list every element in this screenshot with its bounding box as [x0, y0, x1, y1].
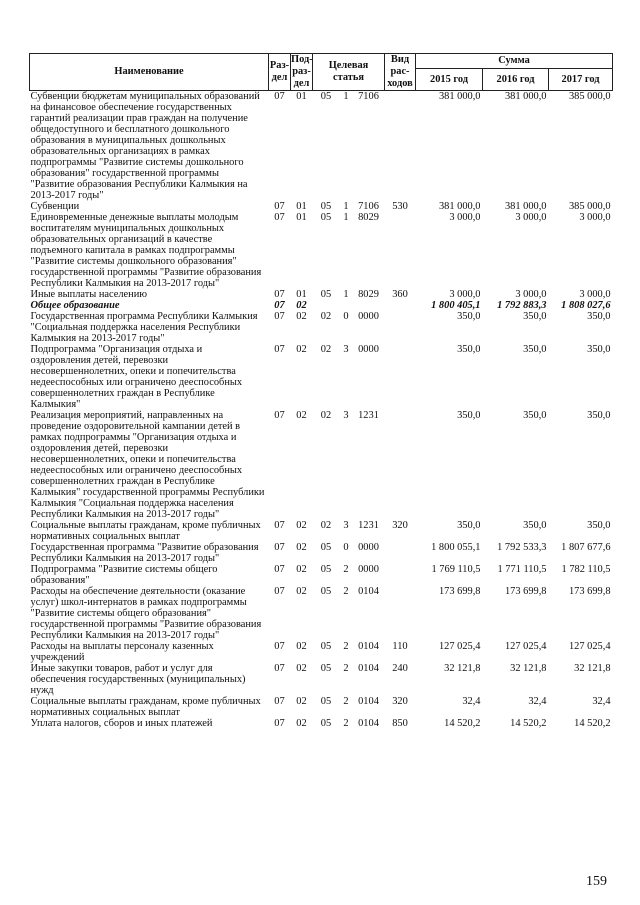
table-header: [30, 54, 613, 91]
row-razdel: 07: [274, 410, 285, 421]
row-target-subprogram: 0: [343, 542, 349, 553]
row-target-subprogram: 3: [343, 344, 349, 355]
row-expense-type: [385, 300, 416, 311]
document-page: [29, 53, 612, 729]
row-sum-2016: 350,0: [523, 344, 547, 355]
budget-table: [29, 53, 613, 729]
row-sum-2017: 350,0: [587, 410, 611, 421]
row-sum-2017: 3 000,0: [579, 289, 611, 300]
row-target-program: 05: [320, 564, 332, 575]
row-sum-2017: 1 782 110,5: [561, 564, 611, 575]
row-sum-2016: 14 520,2: [510, 718, 547, 729]
header-podrazdel: Под-раз-дел: [291, 54, 313, 89]
row-razdel: 07: [274, 212, 285, 223]
row-podrazdel: 02: [296, 696, 307, 707]
header-razdel: Раз-дел: [269, 54, 291, 91]
row-razdel: 07: [274, 201, 285, 212]
row-target-direction: 0104: [358, 586, 379, 597]
row-razdel: 07: [274, 696, 285, 707]
table-row: [30, 718, 613, 729]
row-name: Единовременные денежные выплаты молодым воспитателям муниципальных дошкольных образовательных организаций в качестве подъемного капитала в рамках подпрограммы "Развитие системы дошкольного образования" государственной программы "Развитие образования Республики Калмыкия на 2013-2017 годы": [30, 212, 262, 289]
row-podrazdel: 02: [296, 641, 307, 652]
row-sum-2015: 381 000,0: [438, 201, 481, 212]
row-sum-2015: 1 769 110,5: [431, 564, 481, 575]
row-target-subprogram: 2: [343, 564, 349, 575]
row-expense-type: 320: [392, 520, 408, 531]
row-name: Реализация мероприятий, направленных на проведение оздоровительной кампании детей в рамках подпрограммы "Организация отдыха и оздоровления детей, перевозки несовершеннолетних, опеки и попечительства недееспособных или ограничено дееспособных совершеннолетних граждан в Республике Калмыкия" государственной программы Республики Калмыкия "Социальная поддержка населения Республики Калмыкия на 2013-2017 годы": [30, 410, 265, 520]
row-sum-2015: 350,0: [457, 520, 481, 531]
row-expense-type: [385, 564, 416, 586]
row-sum-2015: 350,0: [457, 344, 481, 355]
row-razdel: 07: [274, 542, 285, 553]
row-razdel: 07: [274, 289, 285, 300]
row-razdel: 07: [274, 718, 285, 729]
row-target-program: 05: [320, 91, 332, 102]
row-sum-2016: 350,0: [523, 410, 547, 421]
row-sum-2016: 381 000,0: [504, 91, 547, 102]
row-sum-2016: 3 000,0: [515, 289, 547, 300]
row-expense-type: [385, 586, 416, 641]
row-name: Иные выплаты населению: [30, 289, 148, 300]
row-expense-type: 530: [392, 201, 408, 212]
row-target-direction: 0000: [358, 564, 379, 575]
row-expense-type: [385, 311, 416, 344]
row-target-direction: 7106: [358, 91, 379, 102]
row-podrazdel: 02: [296, 311, 307, 322]
row-target-subprogram: 2: [343, 663, 349, 674]
row-podrazdel: 01: [296, 201, 307, 212]
row-target-direction: 1231: [358, 410, 379, 421]
row-sum-2016: 32 121,8: [510, 663, 547, 674]
row-target-program: 05: [320, 718, 332, 729]
row-target-subprogram: 1: [343, 201, 349, 212]
row-expense-type: [385, 212, 416, 289]
table-row: [30, 663, 613, 696]
row-target-subprogram: [340, 300, 353, 311]
row-target-subprogram: 2: [343, 586, 349, 597]
row-name: Социальные выплаты гражданам, кроме публичных нормативных социальных выплат: [30, 520, 261, 542]
row-sum-2015: 1 800 055,1: [431, 542, 481, 553]
table-row: [30, 300, 613, 311]
row-target-subprogram: 1: [343, 289, 349, 300]
row-sum-2015: 381 000,0: [438, 91, 481, 102]
row-expense-type: 320: [392, 696, 408, 707]
row-sum-2016: 3 000,0: [515, 212, 547, 223]
row-podrazdel: 02: [296, 586, 307, 597]
row-sum-2015: 32,4: [462, 696, 481, 707]
row-sum-2017: 32,4: [592, 696, 611, 707]
row-target-direction: 0104: [358, 718, 379, 729]
header-year-2017: 2017 год: [549, 69, 613, 91]
row-target-direction: 0000: [358, 542, 379, 553]
row-target-direction: 7106: [358, 201, 379, 212]
row-razdel: 07: [274, 641, 285, 652]
row-target-program: 05: [320, 586, 332, 597]
row-sum-2017: 32 121,8: [574, 663, 611, 674]
row-sum-2016: 1 792 533,3: [497, 542, 547, 553]
row-target-program: 05: [320, 201, 332, 212]
row-name: Социальные выплаты гражданам, кроме публичных нормативных социальных выплат: [30, 696, 261, 718]
row-razdel: 07: [274, 586, 285, 597]
row-razdel: 07: [274, 520, 285, 531]
row-razdel: 07: [274, 663, 285, 674]
table-row: [30, 91, 613, 202]
row-name: Субвенции бюджетам муниципальных образований на финансовое обеспечение государственных гарантий реализации прав граждан на получение общедоступного и бесплатного дошкольного образования в муниципальных дошкольных образовательных организациях в рамках подпрограммы "Развитие системы дошкольного образования" государственной программы "Развитие образования Республики Калмыкия на 2013-2017 годы": [30, 91, 260, 201]
row-target-subprogram: 3: [343, 520, 349, 531]
table-row: [30, 410, 613, 520]
row-sum-2016: 1 771 110,5: [497, 564, 547, 575]
row-target-subprogram: 2: [343, 718, 349, 729]
page-number: 159: [586, 874, 607, 889]
row-target-direction: 0104: [358, 641, 379, 652]
row-expense-type: 360: [392, 289, 408, 300]
row-podrazdel: 01: [296, 91, 307, 102]
row-target-direction: [353, 300, 385, 311]
header-target-article: Целевая статья: [313, 54, 385, 91]
row-target-subprogram: 1: [343, 91, 349, 102]
row-sum-2017: 1 807 677,6: [561, 542, 611, 553]
row-name: Уплата налогов, сборов и иных платежей: [30, 718, 213, 729]
row-sum-2017: 350,0: [587, 311, 611, 322]
row-sum-2017: 127 025,4: [568, 641, 611, 652]
row-sum-2017: 385 000,0: [568, 201, 611, 212]
row-target-program: [313, 300, 340, 311]
row-target-subprogram: 2: [343, 696, 349, 707]
table-row: [30, 344, 613, 410]
row-name: Общее образование: [30, 300, 120, 311]
row-target-direction: 0104: [358, 663, 379, 674]
row-sum-2016: 127 025,4: [504, 641, 547, 652]
row-sum-2016: 381 000,0: [504, 201, 547, 212]
row-target-direction: 0000: [358, 311, 379, 322]
row-podrazdel: 02: [296, 542, 307, 553]
row-target-program: 05: [320, 641, 332, 652]
row-sum-2017: 3 000,0: [579, 212, 611, 223]
row-name: Расходы на обеспечение деятельности (оказание услуг) школ-интернатов в рамках подпрограммы "Развитие системы общего образования" государственной программы "Развитие образования Республики Калмыкия на 2013-2017 годы": [30, 586, 262, 641]
row-target-subprogram: 1: [343, 212, 349, 223]
header-name: Наименование: [30, 54, 269, 91]
row-expense-type: [385, 91, 416, 202]
table-row: [30, 289, 613, 300]
row-name: Государственная программа "Развитие образования Республики Калмыкия на 2013-2017 годы": [30, 542, 259, 564]
row-target-program: 02: [320, 311, 332, 322]
row-sum-2017: 173 699,8: [568, 586, 611, 597]
row-podrazdel: 02: [296, 718, 307, 729]
header-year-2016: 2016 год: [483, 69, 549, 91]
row-sum-2015: 350,0: [457, 410, 481, 421]
row-target-program: 02: [320, 344, 332, 355]
row-sum-2017: 1 808 027,6: [561, 300, 611, 311]
row-target-direction: 0000: [358, 344, 379, 355]
row-podrazdel: 02: [296, 410, 307, 421]
row-podrazdel: 02: [296, 300, 307, 311]
row-target-direction: 1231: [358, 520, 379, 531]
header-sum: Сумма: [416, 54, 613, 69]
row-target-program: 05: [320, 212, 332, 223]
table-row: [30, 311, 613, 344]
row-sum-2015: 127 025,4: [438, 641, 481, 652]
row-target-program: 02: [320, 520, 332, 531]
row-target-program: 05: [320, 542, 332, 553]
row-expense-type: [385, 344, 416, 410]
row-sum-2016: 1 792 883,3: [497, 300, 547, 311]
table-row: [30, 542, 613, 564]
row-target-program: 05: [320, 663, 332, 674]
row-sum-2017: 385 000,0: [568, 91, 611, 102]
row-podrazdel: 02: [296, 520, 307, 531]
table-row: [30, 520, 613, 542]
row-name: Подпрограмма "Развитие системы общего образования": [30, 564, 218, 586]
row-podrazdel: 02: [296, 663, 307, 674]
row-sum-2015: 1 800 405,1: [431, 300, 481, 311]
row-sum-2017: 350,0: [587, 344, 611, 355]
row-sum-2017: 350,0: [587, 520, 611, 531]
row-razdel: 07: [274, 311, 285, 322]
table-body: [30, 91, 613, 730]
row-target-direction: 8029: [358, 289, 379, 300]
row-sum-2016: 173 699,8: [504, 586, 547, 597]
row-expense-type: 240: [392, 663, 408, 674]
row-target-direction: 8029: [358, 212, 379, 223]
table-row: [30, 586, 613, 641]
row-name: Государственная программа Республики Калмыкия "Социальная поддержка населения Республики Калмыкия на 2013-2017 годы": [30, 311, 258, 344]
table-row: [30, 641, 613, 663]
row-sum-2015: 32 121,8: [444, 663, 481, 674]
row-sum-2015: 3 000,0: [449, 212, 481, 223]
row-expense-type: [385, 542, 416, 564]
row-target-subprogram: 3: [343, 410, 349, 421]
row-sum-2016: 32,4: [528, 696, 547, 707]
row-target-subprogram: 2: [343, 641, 349, 652]
header-year-2015: 2015 год: [416, 69, 483, 91]
row-razdel: 07: [274, 300, 285, 311]
row-target-program: 05: [320, 696, 332, 707]
table-row: [30, 564, 613, 586]
row-sum-2015: 3 000,0: [449, 289, 481, 300]
row-expense-type: 110: [392, 641, 408, 652]
row-expense-type: [385, 410, 416, 520]
table-row: [30, 201, 613, 212]
row-sum-2016: 350,0: [523, 520, 547, 531]
row-target-direction: 0104: [358, 696, 379, 707]
row-sum-2015: 350,0: [457, 311, 481, 322]
table-row: [30, 696, 613, 718]
row-razdel: 07: [274, 91, 285, 102]
row-target-program: 05: [320, 289, 332, 300]
row-target-subprogram: 0: [343, 311, 349, 322]
row-razdel: 07: [274, 564, 285, 575]
header-expense-type: Вид рас-ходов: [385, 54, 416, 91]
table-row: [30, 212, 613, 289]
row-sum-2015: 14 520,2: [444, 718, 481, 729]
row-podrazdel: 01: [296, 289, 307, 300]
row-sum-2016: 350,0: [523, 311, 547, 322]
row-name: Расходы на выплаты персоналу казенных учреждений: [30, 641, 214, 663]
row-name: Иные закупки товаров, работ и услуг для обеспечения государственных (муниципальных) нужд: [30, 663, 246, 696]
row-podrazdel: 02: [296, 344, 307, 355]
row-target-program: 02: [320, 410, 332, 421]
row-podrazdel: 02: [296, 564, 307, 575]
row-expense-type: 850: [392, 718, 408, 729]
row-name: Субвенции: [30, 201, 80, 212]
row-podrazdel: 01: [296, 212, 307, 223]
row-razdel: 07: [274, 344, 285, 355]
row-sum-2015: 173 699,8: [438, 586, 481, 597]
row-sum-2017: 14 520,2: [574, 718, 611, 729]
row-name: Подпрограмма "Организация отдыха и оздоровления детей, перевозки несовершеннолетних, опеки и попечительства недееспособных или ограничено дееспособных совершеннолетних граждан в Республике Калмыкия": [30, 344, 243, 410]
